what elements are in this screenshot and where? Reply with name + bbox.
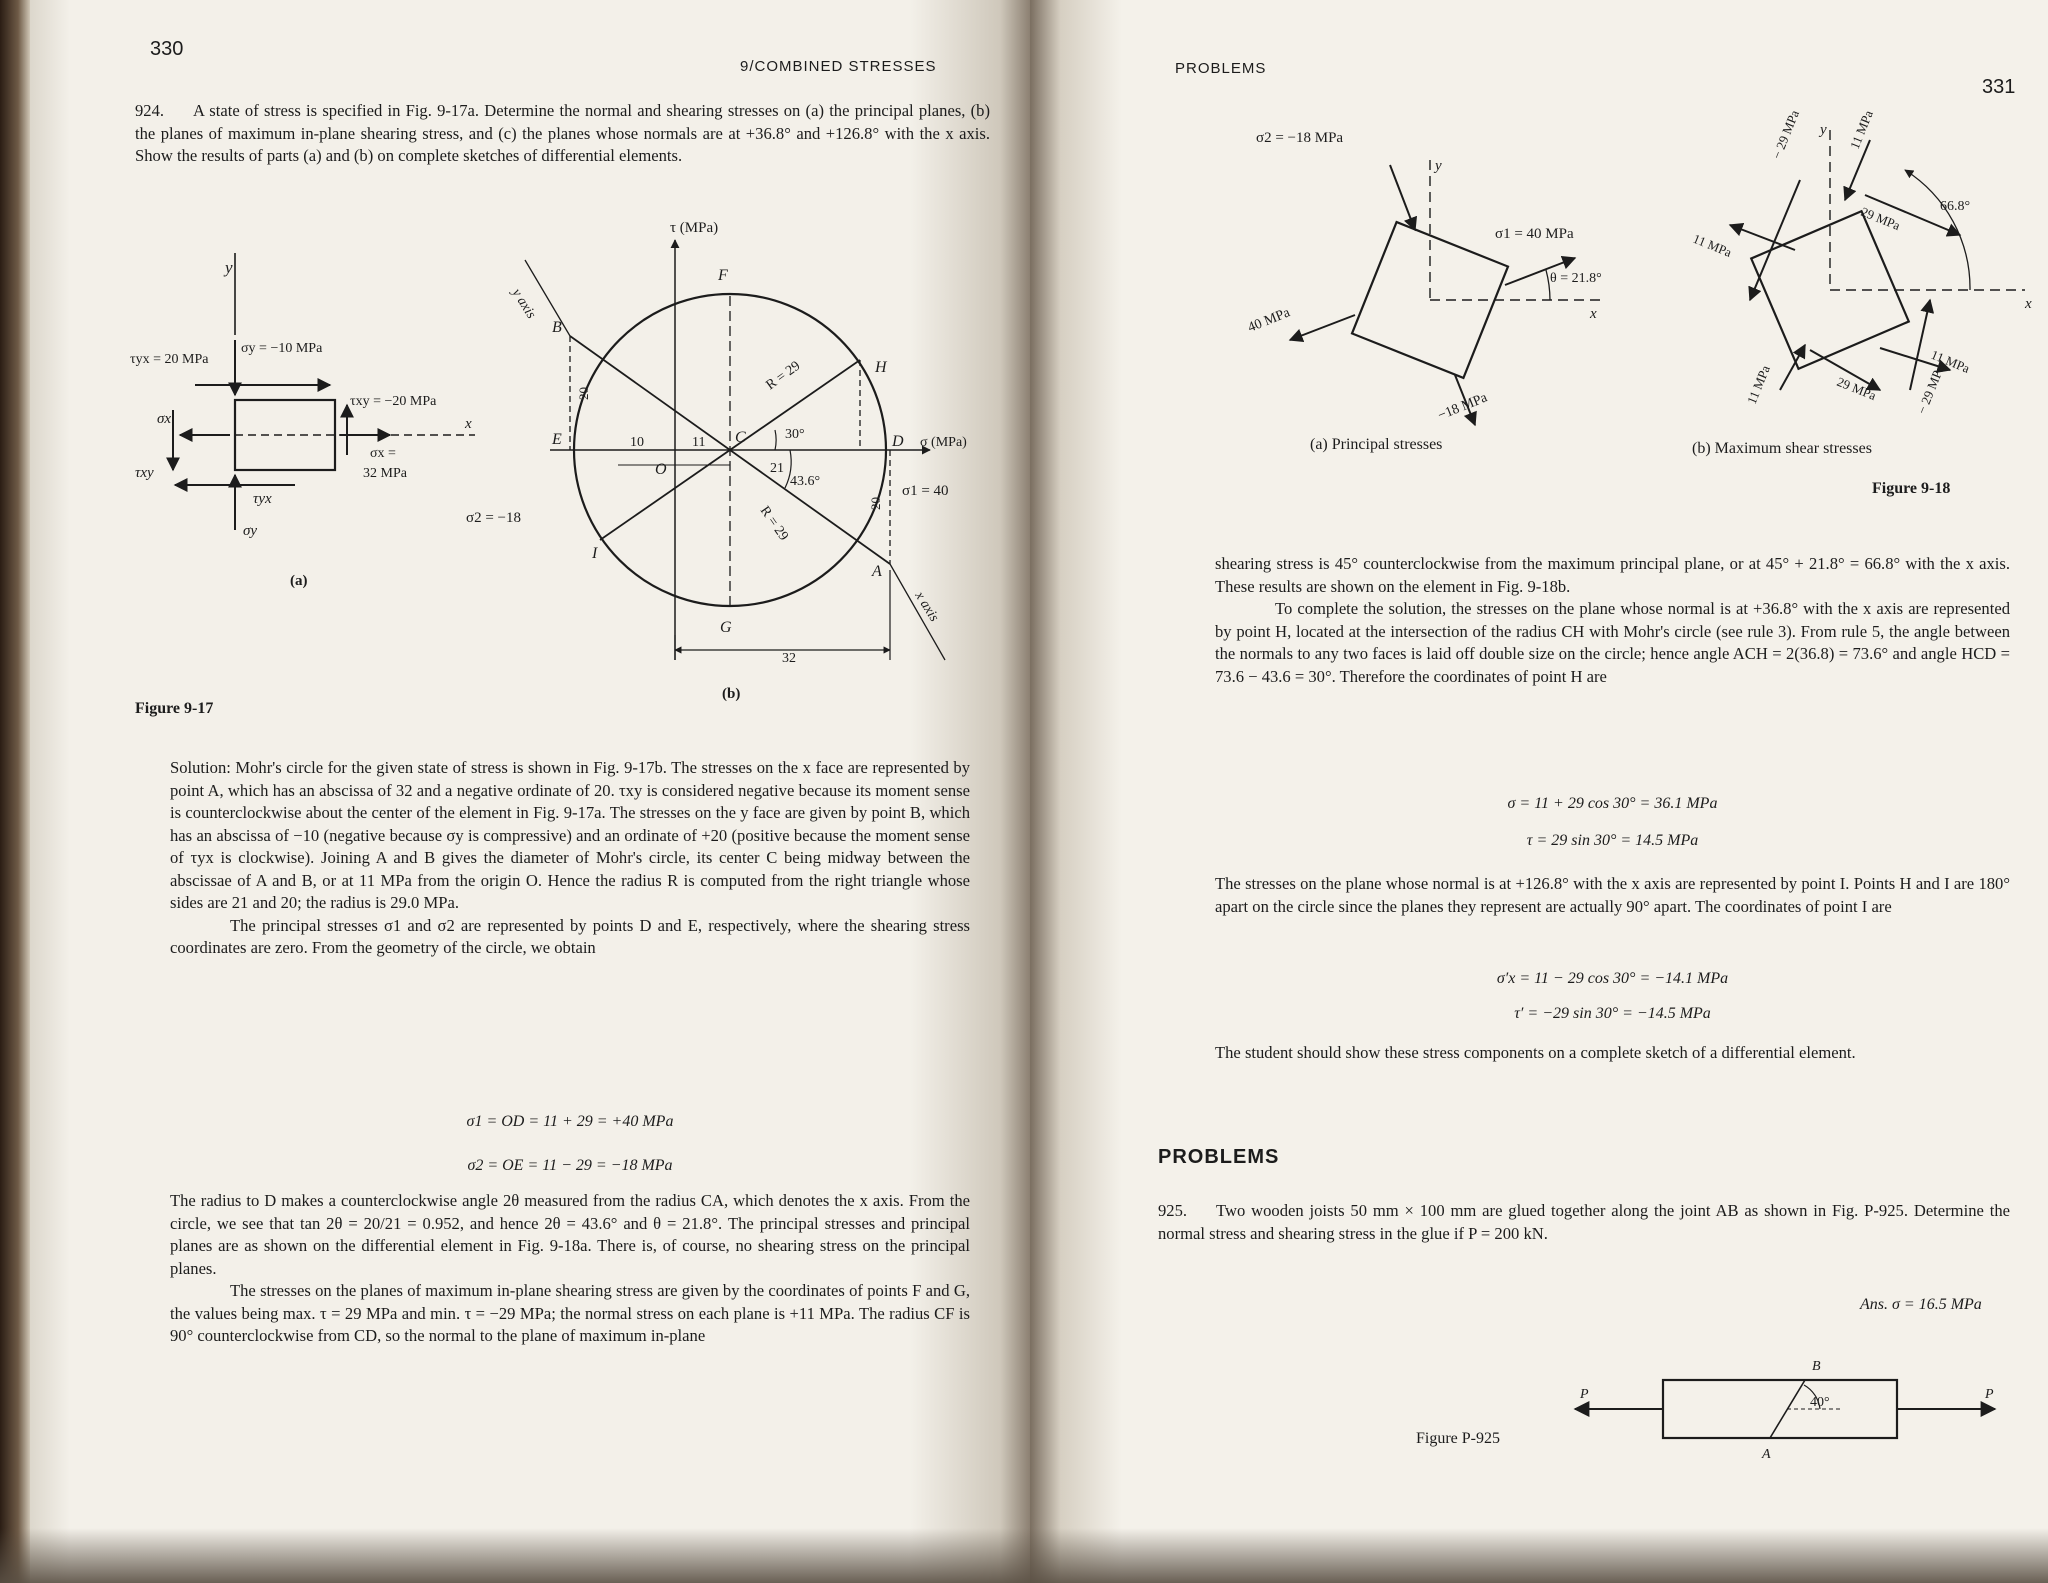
equation-H-tau: τ = 29 sin 30° = 14.5 MPa <box>1526 832 1699 849</box>
right-text-1 <box>1215 553 2010 688</box>
angle-30-arc <box>775 430 776 450</box>
equation-I-tau: τ′ = −29 sin 30° = −14.5 MPa <box>1514 1005 1711 1022</box>
label-H: H <box>875 359 887 376</box>
equation-sigma2: σ2 = OE = 11 − 29 = −18 MPa <box>467 1157 673 1174</box>
solution-text-2 <box>170 1190 970 1348</box>
label-O: O <box>655 461 667 478</box>
label-dim-32: 32 <box>782 651 796 666</box>
label-angle: 40° <box>1810 1395 1830 1410</box>
label-sigma-y-top: σy = −10 MPa <box>241 341 323 356</box>
label-dim-21: 21 <box>770 461 784 476</box>
label-x: x <box>1590 306 1597 322</box>
right-page <box>1030 0 2048 1583</box>
label-tau-yx-top: τyx = 20 MPa <box>130 352 209 367</box>
label-bottom-18: −18 MPa <box>1435 390 1490 424</box>
label-y: y <box>225 258 233 277</box>
label-sigma-y-bottom: σy <box>243 523 258 539</box>
label-C: C <box>735 429 746 446</box>
label-11-left: 11 MPa <box>1690 230 1734 260</box>
figure-9-17-label: Figure 9-17 <box>135 700 214 717</box>
left-page <box>30 0 1030 1583</box>
label-tau-xy-left: τxy <box>135 465 154 481</box>
label-B: B <box>1812 1359 1821 1374</box>
solution-paragraph-2: The principal stresses σ1 and σ2 are represented by points D and E, respectively, where the shearing stress coordinates are zero. From the geometry of the circle, we obtain <box>170 915 970 957</box>
label-11-top: 11 MPa <box>1846 108 1876 152</box>
label-y: y <box>1435 158 1442 174</box>
solution-paragraph-1: Solution: Mohr's circle for the given state of stress is shown in Fig. 9-17b. The stresses on the x face are represented by point A, which has an abscissa of 32 and a negative ordinate of 20. τxy is considered negative because its moment sense is counterclockwise about the center of the element in Fig. 9-17a. The stresses on the y face are given by point B, which has an abscissa of −10 (negative because σy is compressive) and an ordinate of +20 (positive because the moment sense of τyx is clockwise). Joining A and B gives the diameter of Mohr's circle, its center C being midway between the abscissae of A and B, or at 11 MPa from the origin O. Hence the radius R is computed from the right triangle whose sides are 21 and 20; the radius is 29.0 MPa. <box>170 758 970 912</box>
label-s2-top: σ2 = −18 MPa <box>1256 130 1344 146</box>
figure-9-17b-mohr-circle <box>440 220 1000 702</box>
label-y: y <box>1820 122 1827 138</box>
problem-number: 924. <box>135 101 165 120</box>
label-29-bottom: 29 MPa <box>1834 373 1879 404</box>
problem-925-answer: Ans. σ = 16.5 MPa <box>1860 1296 1982 1313</box>
sublabel-a: (a) <box>290 573 308 589</box>
figure-9-18-label: Figure 9-18 <box>1872 480 1951 497</box>
label-D: D <box>892 433 904 450</box>
figure-9-18b-max-shear <box>1640 100 2040 440</box>
right-paragraph-student: The student should show these stress components on a complete sketch of a differential element. <box>1215 1043 1856 1062</box>
book-spine-left <box>0 0 30 1583</box>
angle-arc <box>1905 170 1970 290</box>
problem-924 <box>135 100 990 168</box>
label-angle-30: 30° <box>785 427 805 442</box>
running-head-left: 9/COMBINED STRESSES <box>740 58 937 75</box>
label-neg29-top: − 29 MPa <box>1768 107 1803 162</box>
figure-p-925 <box>1330 1340 2030 1470</box>
label-dim-20-left: 20 <box>576 387 591 400</box>
problem-925 <box>1158 1200 2010 1245</box>
equation-sigma1: σ1 = OD = 11 + 29 = +40 MPa <box>466 1113 674 1130</box>
label-sigma2: σ2 = −18 <box>466 510 522 526</box>
right-paragraph-1: shearing stress is 45° counterclockwise from the maximum principal plane, or at 45° + 21.8° = 66.8° with the x axis. These results are shown on the element in Fig. 9-18b. <box>1215 554 2010 596</box>
label-P-right: P <box>1985 1387 1994 1402</box>
problem-number: 925. <box>1158 1201 1188 1220</box>
label-x: x <box>465 416 472 432</box>
label-A: A <box>872 563 882 580</box>
label-x: x <box>2025 296 2032 312</box>
problem-text: Two wooden joists 50 mm × 100 mm are glued together along the joint AB as shown in Fig. P-925. Determine the normal stress and shearing stress in the glue if P = 200 kN. <box>1158 1201 2010 1243</box>
label-A: A <box>1762 1447 1771 1462</box>
page-number-left: 330 <box>150 38 184 60</box>
label-tau-xy-right: τxy = −20 MPa <box>350 394 437 409</box>
equation-H-sigma: σ = 11 + 29 cos 30° = 36.1 MPa <box>1507 795 1718 812</box>
label-11-bottom: 11 MPa <box>1743 363 1773 407</box>
label-tau-axis: τ (MPa) <box>670 220 719 236</box>
label-s1-right: σ1 = 40 MPa <box>1495 226 1574 242</box>
label-I: I <box>592 545 598 562</box>
label-sigma1: σ1 = 40 <box>902 483 949 499</box>
figure-9-18a-principal <box>1245 110 1630 460</box>
label-B: B <box>552 319 562 336</box>
page-number-right: 331 <box>1982 76 2016 98</box>
label-sigma-x-left: σx <box>157 411 172 427</box>
page-bottom-shadow <box>0 1528 2048 1583</box>
caption-9-18a: (a) Principal stresses <box>1310 436 1443 453</box>
sublabel-b: (b) <box>722 686 741 702</box>
label-angle-43: 43.6° <box>790 474 821 489</box>
running-head-right: PROBLEMS <box>1175 60 1267 77</box>
label-11-right: 11 MPa <box>1928 346 1972 376</box>
label-dim-10: 10 <box>630 435 644 450</box>
label-theta: θ = 21.8° <box>1550 271 1602 286</box>
solution-paragraph-4: The stresses on the planes of maximum in-plane shearing stress are given by the coordinates of points F and G, the values being max. τ = 29 MPa and min. τ = −29 MPa; the normal stress on each plane is +11 MPa. The radius CF is 90° counterclockwise from CD, so the normal to the plane of maximum in-plane <box>170 1281 970 1345</box>
normal-left-arrow <box>1730 225 1795 250</box>
label-angle: 66.8° <box>1940 199 1971 214</box>
equation-I-sigma: σ′x = 11 − 29 cos 30° = −14.1 MPa <box>1496 970 1729 987</box>
label-29-top: 29 MPa <box>1858 203 1903 234</box>
y-axis-direction <box>525 260 570 336</box>
label-sigma-x-right-1: σx = <box>370 446 396 461</box>
solution-text-1 <box>170 757 970 960</box>
right-paragraph-2: To complete the solution, the stresses on the plane whose normal is at +36.8° with the x axis are represented by point H, located at the intersection of the radius CH with Mohr's circle (see rule 3). From rule 5, the angle between the normals to any two faces is laid off double size on the circle; hence angle ACH = 2(36.8) = 73.6° and angle HCD = 73.6 − 43.6 = 30°. Therefore the coordinates of point H are <box>1215 599 2010 686</box>
label-x-axis: x axis <box>911 589 942 625</box>
figure-p-925-label: Figure P-925 <box>1416 1430 1500 1447</box>
sigma1-left-arrow <box>1290 315 1355 340</box>
section-heading-problems: PROBLEMS <box>1158 1146 1280 1168</box>
label-y-axis: y axis <box>508 286 539 322</box>
right-paragraph-I: The stresses on the plane whose normal is at +126.8° with the x axis are represented by point I. Points H and I are 180° apart on the circle since the planes they represent are actually 90° apart. The coordinates of point I are <box>1215 874 2010 916</box>
problem-text: A state of stress is specified in Fig. 9-17a. Determine the normal and shearing stresses on (a) the principal planes, (b) the planes of maximum in-plane shearing stress, and (c) the planes whose normals are at +36.8° and +126.8° with the x axis. Show the results of parts (a) and (b) on complete sketches of differential elements. <box>135 101 990 165</box>
label-P-left: P <box>1580 1387 1589 1402</box>
joist-assembly <box>1663 1380 1897 1438</box>
label-G: G <box>720 619 732 636</box>
label-dim-20-right: 20 <box>868 497 883 510</box>
label-dim-11: 11 <box>692 435 706 450</box>
caption-9-18b: (b) Maximum shear stresses <box>1692 440 1872 457</box>
label-sigma-x-right-2: 32 MPa <box>363 466 407 481</box>
label-neg29-right: − 29 MPa <box>1913 362 1948 417</box>
label-F: F <box>718 267 728 284</box>
label-R-bottom: R = 29 <box>756 503 791 544</box>
label-left-40: 40 MPa <box>1245 305 1293 336</box>
solution-paragraph-3: The radius to D makes a counterclockwise angle 2θ measured from the radius CA, which denotes the x axis. From the circle, we see that tan 2θ = 20/21 = 0.952, and hence 2θ = 43.6° and θ = 21.8°. The principal stresses and principal planes are as shown on the differential element in Fig. 9-18a. There is, of course, no shearing stress on the principal planes. <box>170 1191 970 1278</box>
sigma2-top-arrow <box>1390 165 1415 230</box>
label-R-top: R = 29 <box>763 358 804 394</box>
label-E: E <box>552 431 562 448</box>
label-tau-yx-bottom: τyx <box>253 491 272 507</box>
label-sigma-axis: σ (MPa) <box>920 435 967 450</box>
